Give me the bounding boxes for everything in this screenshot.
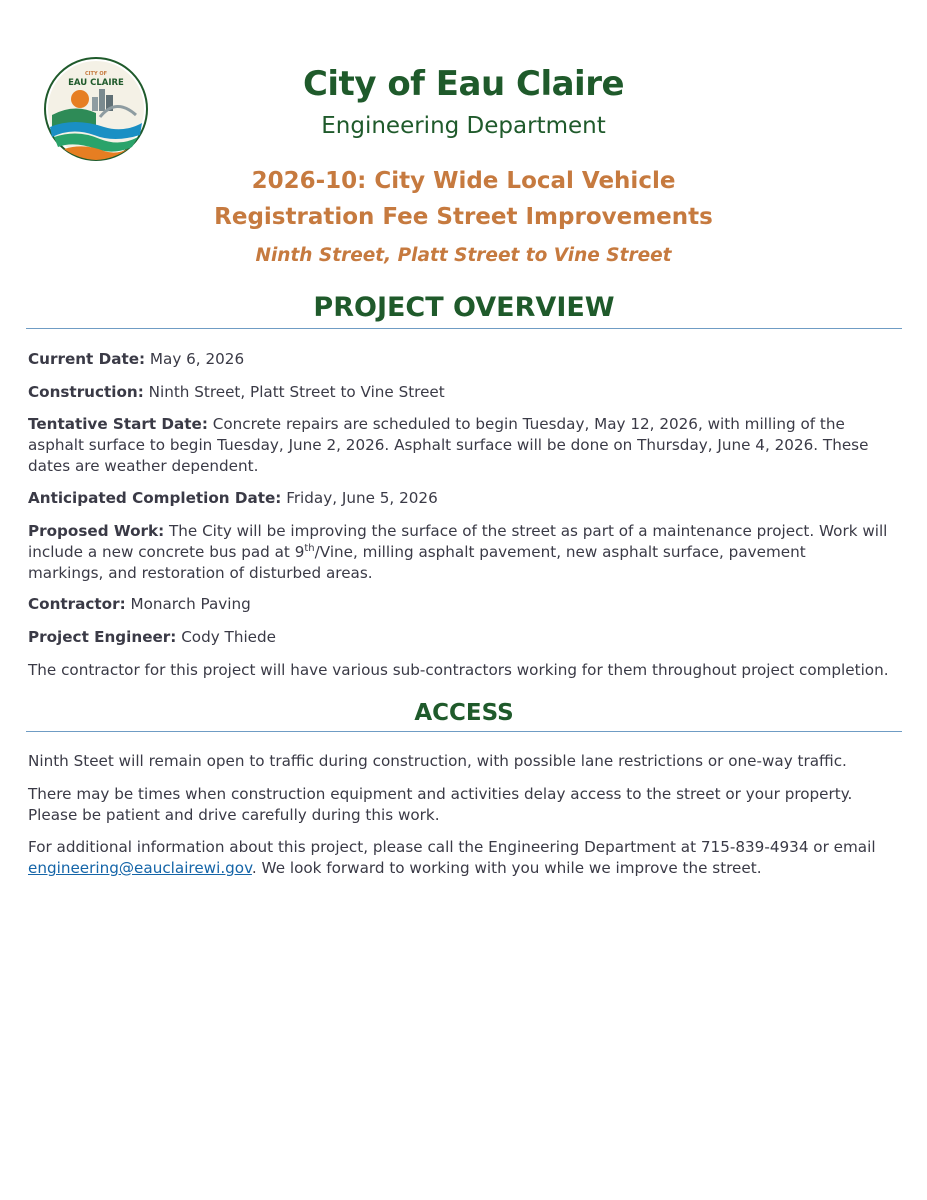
proposed-work-text-1: The City will be improving the surface of the street as part of a maintenance project. Work will bbox=[169, 522, 888, 540]
current-date-label: Current Date: bbox=[28, 350, 146, 368]
subcontractor-note: The contractor for this project will have various sub-contractors working for them throughout project completion. bbox=[28, 661, 889, 679]
overview-heading: PROJECT OVERVIEW bbox=[313, 292, 615, 323]
start-date-text-2: asphalt surface to begin Tuesday, June 2, 2026. Asphalt surface will be done on Thursday, June 4, 2026. These bbox=[28, 436, 869, 454]
proposed-work-text-2b: /Vine, milling asphalt pavement, new asphalt surface, pavement bbox=[314, 543, 806, 561]
access-paragraph-3-rest: . We look forward to working with you while we improve the street. bbox=[251, 859, 762, 877]
engineer-label: Project Engineer: bbox=[28, 628, 177, 646]
proposed-work-text-2a: include a new concrete bus pad at 9 bbox=[28, 543, 305, 561]
construction-value: Ninth Street, Platt Street to Vine Street bbox=[148, 383, 445, 401]
start-date-text-3: dates are weather dependent. bbox=[28, 457, 259, 475]
access-paragraph-3 bbox=[28, 837, 904, 879]
city-logo bbox=[44, 57, 148, 161]
access-paragraph-3-line-1: For additional information about this project, please call the Engineering Department at 715-839-4934 or email bbox=[28, 838, 876, 856]
project-title-line-1: 2026-10: City Wide Local Vehicle bbox=[251, 168, 676, 194]
completion-date-line bbox=[28, 488, 904, 509]
proposed-work-block bbox=[28, 521, 904, 584]
current-date-line bbox=[28, 349, 904, 370]
project-title-line-2: Registration Fee Street Improvements bbox=[214, 204, 713, 230]
logo-text-main: EAU CLAIRE bbox=[68, 78, 124, 88]
completion-date-value: Friday, June 5, 2026 bbox=[286, 489, 438, 507]
email-link[interactable]: engineering@eauclairewi.gov bbox=[28, 859, 252, 877]
contractor-label: Contractor: bbox=[28, 595, 126, 613]
contractor-line bbox=[28, 594, 904, 615]
logo-text-top: CITY OF bbox=[85, 71, 107, 77]
construction-line bbox=[28, 382, 904, 403]
completion-date-label: Anticipated Completion Date: bbox=[28, 489, 282, 507]
proposed-work-line-1 bbox=[28, 521, 904, 542]
access-paragraph-2-line-1: There may be times when construction equipment and activities delay access to the street or your property. bbox=[28, 785, 853, 803]
ordinal-suffix: th bbox=[304, 542, 315, 554]
contractor-value: Monarch Paving bbox=[130, 595, 251, 613]
overview-divider bbox=[26, 328, 902, 329]
access-divider bbox=[26, 731, 902, 732]
proposed-work-text-3: markings, and restoration of disturbed areas. bbox=[28, 564, 373, 582]
construction-label: Construction: bbox=[28, 383, 144, 401]
proposed-work-line-2 bbox=[28, 542, 904, 563]
access-paragraph-1: Ninth Steet will remain open to traffic during construction, with possible lane restrictions or one-way traffic. bbox=[28, 752, 847, 770]
start-date-text-1: Concrete repairs are scheduled to begin Tuesday, May 12, 2026, with milling of the bbox=[212, 415, 845, 433]
project-title bbox=[150, 163, 777, 235]
access-paragraph-2 bbox=[28, 784, 904, 826]
engineer-value: Cody Thiede bbox=[181, 628, 276, 646]
current-date-value: May 6, 2026 bbox=[149, 350, 245, 368]
start-date-line-1 bbox=[28, 414, 904, 435]
start-date-block bbox=[28, 414, 904, 477]
start-date-label: Tentative Start Date: bbox=[28, 415, 208, 433]
department-name: Engineering Department bbox=[321, 113, 606, 139]
access-heading: ACCESS bbox=[414, 700, 514, 726]
access-paragraph-2-line-2: Please be patient and drive carefully during this work. bbox=[28, 806, 440, 824]
proposed-work-label: Proposed Work: bbox=[28, 522, 165, 540]
access-paragraph-3-line-2 bbox=[28, 858, 904, 879]
project-location: Ninth Street, Platt Street to Vine Street bbox=[255, 245, 672, 266]
engineer-line bbox=[28, 627, 904, 648]
page-title: City of Eau Claire bbox=[302, 64, 625, 104]
